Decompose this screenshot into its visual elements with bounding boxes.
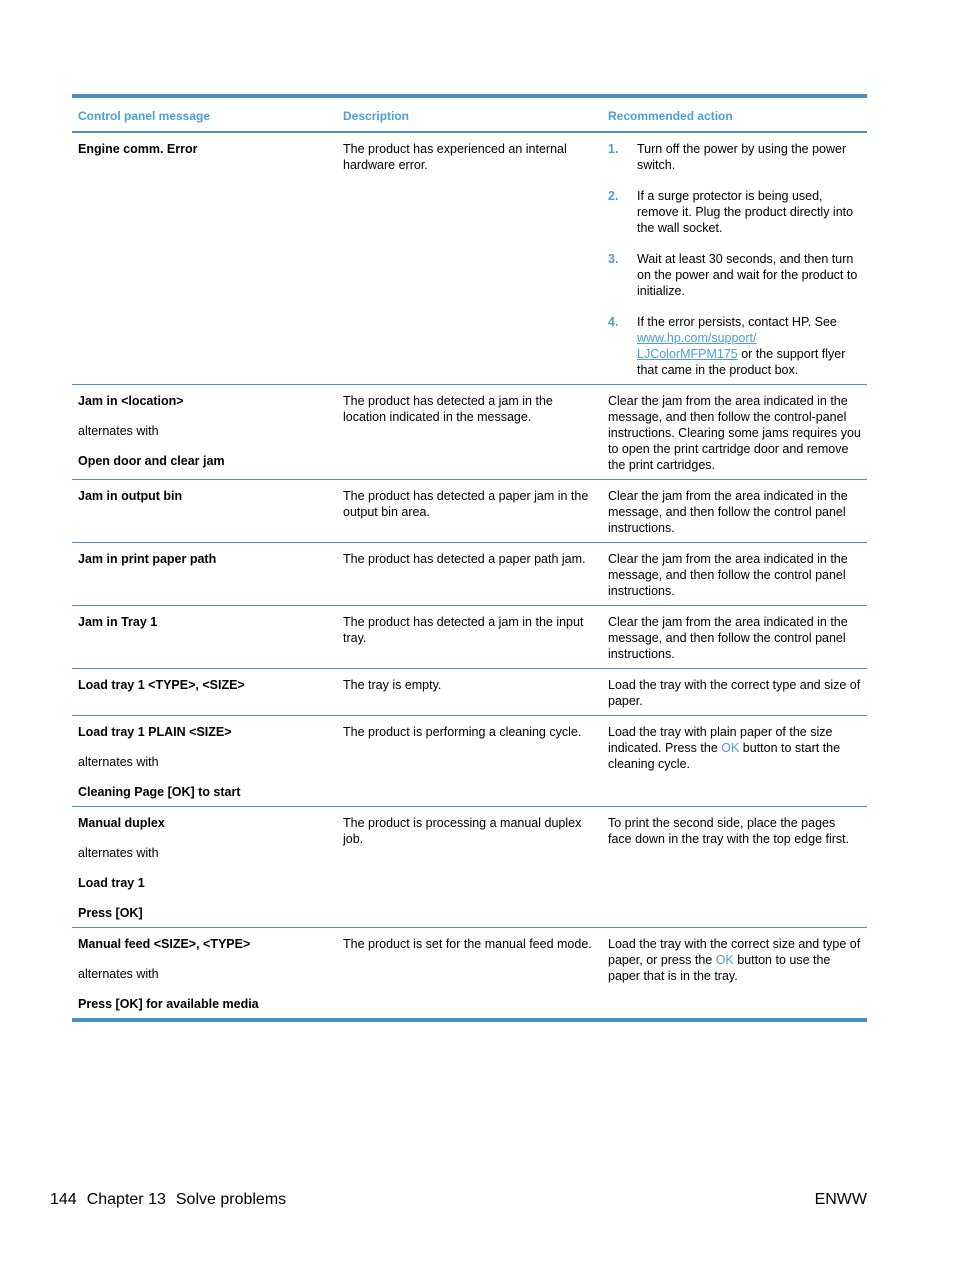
message-text: Press [OK] for available media — [78, 997, 259, 1011]
footer-left — [50, 1191, 296, 1211]
troubleshooting-table — [72, 94, 867, 1022]
alternates-with-text: alternates with — [78, 967, 159, 981]
action-cell: Clear the jam from the area indicated in the message, and then follow the control panel instructions. — [608, 552, 848, 598]
message-cell — [72, 480, 337, 542]
message-text: Jam in <location> — [78, 394, 184, 408]
message-text: Load tray 1 PLAIN <SIZE> — [78, 725, 232, 739]
message-cell — [72, 385, 337, 479]
action-text-before: Load the tray with plain paper of the size indicated. Press the — [608, 725, 833, 755]
description-cell: The product is processing a manual duplex job. — [343, 816, 582, 846]
action-cell: Load the tray with the correct type and size of paper. — [608, 678, 861, 708]
header-description: Description — [343, 109, 410, 123]
table-row — [72, 928, 867, 1018]
description-cell: The product has detected a jam in the input tray. — [343, 615, 584, 645]
action-step — [608, 314, 861, 378]
support-link[interactable]: www.hp.com/support/ — [637, 331, 757, 345]
step-text: Turn off the power by using the power switch. — [637, 142, 847, 172]
message-cell — [72, 807, 337, 927]
action-step — [608, 251, 861, 299]
step-text: If a surge protector is being used, remove it. Plug the product directly into the wall socket. — [637, 189, 854, 235]
step-text-after: or the support flyer that came in the product box. — [637, 347, 846, 377]
description-cell: The tray is empty. — [343, 678, 442, 692]
support-link-continued[interactable]: LJColorMFPM175 — [637, 347, 738, 361]
step-number: 4. — [608, 315, 619, 329]
ok-button-reference: OK — [715, 953, 734, 967]
action-cell: Clear the jam from the area indicated in the message, and then follow the control panel instructions. — [608, 615, 848, 661]
message-text: Jam in output bin — [78, 489, 183, 503]
message-text: Load tray 1 — [78, 876, 145, 890]
description-cell: The product is set for the manual feed mode. — [343, 937, 592, 951]
step-number: 1. — [608, 142, 619, 156]
step-number: 3. — [608, 252, 619, 266]
message-text: Manual feed <SIZE>, <TYPE> — [78, 937, 251, 951]
page-footer — [50, 1191, 867, 1211]
table-row — [72, 480, 867, 543]
message-text: Jam in Tray 1 — [78, 615, 158, 629]
table-row — [72, 133, 867, 385]
action-cell: Clear the jam from the area indicated in the message, and then follow the control panel instructions. — [608, 489, 848, 535]
message-text: Manual duplex — [78, 816, 165, 830]
message-cell — [72, 606, 337, 668]
chapter-title: Solve problems — [175, 1191, 287, 1208]
table-row — [72, 543, 867, 606]
action-cell — [602, 928, 867, 1018]
message-text: Open door and clear jam — [78, 454, 225, 468]
step-number: 2. — [608, 189, 619, 203]
message-cell — [72, 543, 337, 605]
step-text — [637, 314, 861, 378]
page-number: 144 — [50, 1191, 77, 1208]
header-recommended-action: Recommended action — [608, 109, 733, 123]
message-text: Jam in print paper path — [78, 552, 217, 566]
header-control-panel-message: Control panel message — [78, 109, 211, 123]
message-text: Engine comm. Error — [78, 142, 198, 156]
footer-right-label: ENWW — [814, 1191, 867, 1208]
action-cell: To print the second side, place the pages face down in the tray with the top edge first. — [608, 816, 850, 846]
action-cell — [602, 133, 867, 384]
action-text-after: button to use the paper that is in the tray. — [608, 953, 831, 983]
action-cell: Clear the jam from the area indicated in the message, and then follow the control-panel instructions. Clearing some jams requires you to open the print cartridge door and remove the print cartridges. — [608, 394, 861, 472]
description-cell: The product has detected a jam in the location indicated in the message. — [343, 394, 553, 424]
table-row — [72, 385, 867, 480]
action-step — [608, 141, 861, 173]
action-text-after: button to start the cleaning cycle. — [608, 741, 841, 771]
alternates-with-text: alternates with — [78, 755, 159, 769]
message-cell — [72, 928, 337, 1018]
step-text: Wait at least 30 seconds, and then turn on the power and wait for the product to initialize. — [637, 252, 858, 298]
table-row — [72, 807, 867, 928]
description-cell: The product has experienced an internal hardware error. — [343, 142, 567, 172]
ok-button-reference: OK — [721, 741, 740, 755]
table-row — [72, 716, 867, 807]
table-row — [72, 606, 867, 669]
message-text: Load tray 1 <TYPE>, <SIZE> — [78, 678, 245, 692]
description-cell: The product is performing a cleaning cycle. — [343, 725, 582, 739]
description-cell: The product has detected a paper jam in the output bin area. — [343, 489, 589, 519]
message-cell — [72, 716, 337, 806]
step-text-before: If the error persists, contact HP. See — [637, 315, 837, 329]
alternates-with-text: alternates with — [78, 424, 159, 438]
action-text-before: Load the tray with the correct size and type of paper, or press the — [608, 937, 861, 967]
message-cell — [72, 133, 337, 384]
alternates-with-text: alternates with — [78, 846, 159, 860]
table-row — [72, 669, 867, 716]
message-text: Press [OK] — [78, 906, 143, 920]
message-text: Cleaning Page [OK] to start — [78, 785, 241, 799]
chapter-label: Chapter 13 — [86, 1191, 166, 1208]
table-header — [72, 98, 867, 133]
action-step — [608, 188, 861, 236]
description-cell: The product has detected a paper path jam. — [343, 552, 586, 566]
message-cell — [72, 669, 337, 715]
action-cell — [602, 716, 867, 806]
